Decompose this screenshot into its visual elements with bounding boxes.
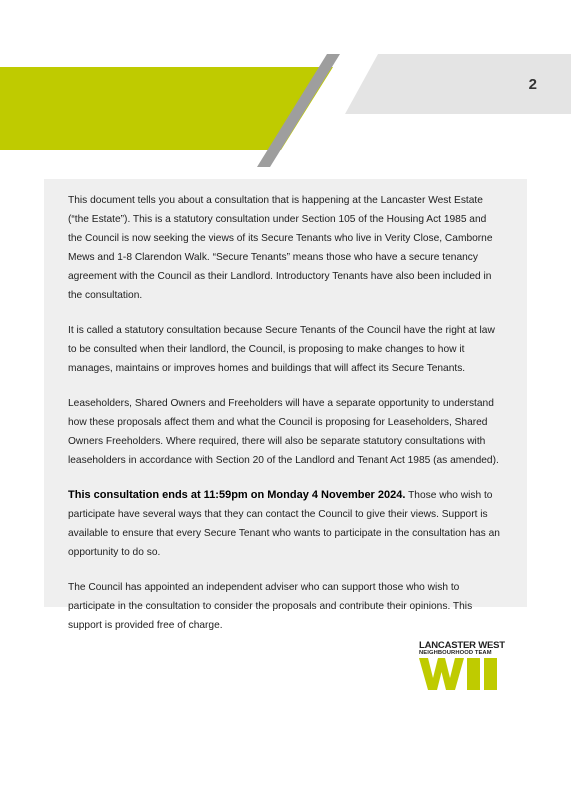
paragraph-leaseholders: Leaseholders, Shared Owners and Freeholders will have a separate opportunity to understand how these proposals affect them and what the Council is proposing for Leaseholders, Shared Owners Freeholders. Where required, there will also be separate statutory consultations with leaseholders in accordance with Section 20 of the Landlord and Tenant Act 1985 (as amended).	[68, 398, 499, 466]
header-grey-band	[345, 54, 571, 114]
w11-mark-icon	[419, 658, 501, 690]
lancaster-west-logo	[419, 640, 505, 692]
paragraph-intro: This document tells you about a consultation that is happening at the Lancaster West Estate (“the Estate”). This is a statutory consultation under Section 105 of the Housing Act 1985 and the Council is now seeking the views of its Secure Tenants who live in Verity Close, Camborne Mews and 1-8 Clarendon Walk. “Secure Tenants” means those who have a secure tenancy agreement with the Council as their Landlord. Introductory Tenants have also been included in the consultation.	[68, 195, 493, 301]
logo-title: LANCASTER WEST	[419, 640, 505, 651]
deadline-text: This consultation ends at 11:59pm on Monday 4 November 2024.	[68, 489, 406, 501]
content-panel	[44, 179, 527, 631]
deadline-details: Those who wish to participate have several ways that they can contact the Council to give their views. Support is available to ensure that every Secure Tenant who wants to participate in the consultation has an opportunity to do so.	[68, 490, 500, 558]
paragraph-statutory: It is called a statutory consultation because Secure Tenants of the Council have the right at law to be consulted when their landlord, the Council, is proposing to make changes to how it manages, maintains or improves homes and buildings that will affect its Secure Tenants.	[68, 325, 495, 374]
logo-subtitle: NEIGHBOURHOOD TEAM	[419, 650, 492, 656]
paragraph-adviser: The Council has appointed an independent adviser who can support those who wish to participate in the consultation to consider the proposals and contribute their opinions. This support is provided free of charge.	[68, 582, 473, 631]
paragraph-deadline	[68, 486, 503, 562]
page-number: 2	[528, 76, 537, 93]
header-decoration	[0, 0, 571, 180]
